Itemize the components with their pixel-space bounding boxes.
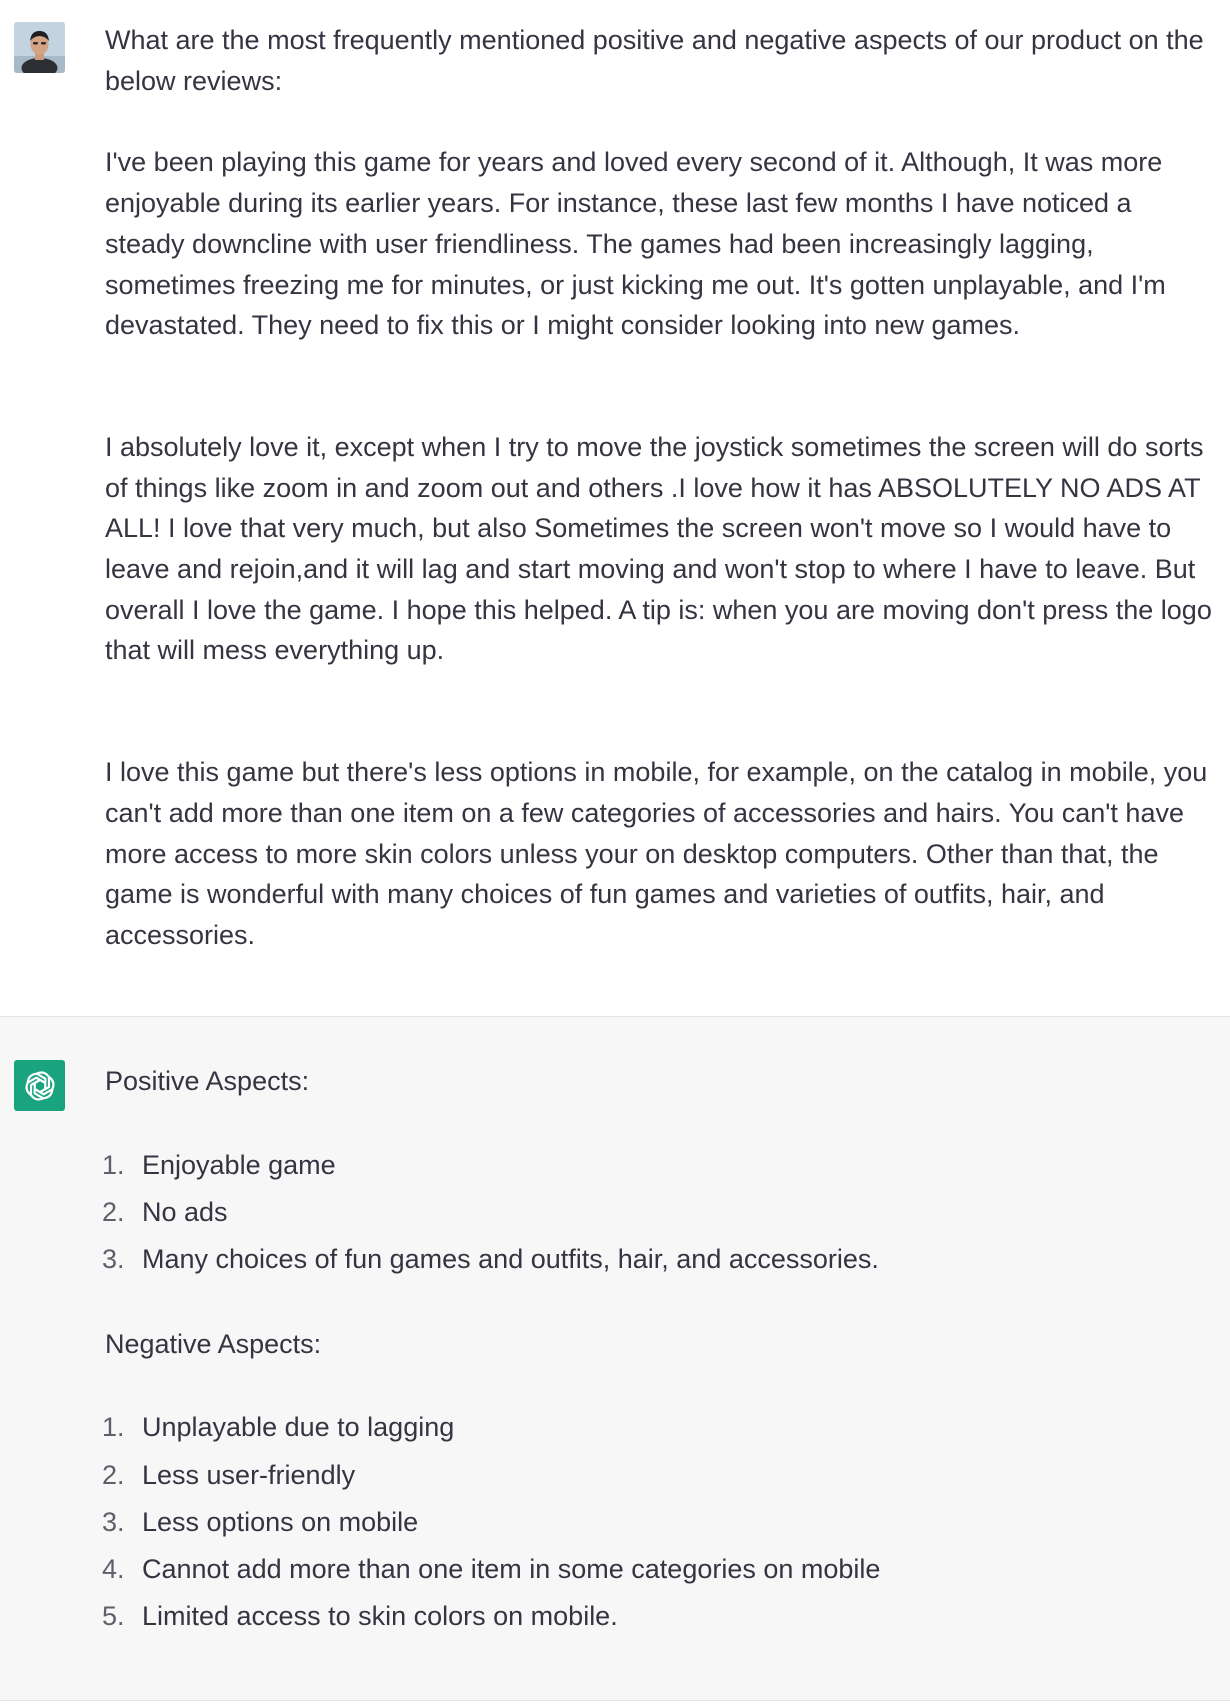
review-3: I love this game but there's less options in mobile, for example, on the catalog in mobile, you can't add more than one item on a few categories of accessories and hairs. You can't have more access to more skin colors unless your on desktop computers. Other than that, the game is wonderful with many choices of fun games and varieties of outfits, hair, and accessories. — [105, 757, 1208, 950]
list-item — [102, 1236, 1215, 1283]
list-item — [102, 1404, 1215, 1451]
user-avatar-image — [14, 22, 65, 73]
negative-list — [102, 1404, 1215, 1640]
list-text: Unplayable due to lagging — [142, 1412, 455, 1443]
list-number: 3. — [102, 1506, 125, 1537]
review-1: I've been playing this game for years and loved every second of it. Although, It was more enjoyable during its earlier years. For instance, these last few months I have noticed a steady downcline with user friendliness. The games had been increasingly lagging, sometimes freezing me for minutes, or just kicking me out. It's gotten unplayable, and I'm devastated. They need to fix this or I might consider looking into new games. — [105, 147, 1166, 341]
list-number: 5. — [102, 1601, 125, 1632]
list-text: Enjoyable game — [142, 1149, 336, 1180]
user-message-content — [105, 20, 1215, 956]
list-text: No ads — [142, 1197, 228, 1227]
list-number: 1. — [102, 1412, 125, 1443]
negative-heading: Negative Aspects: — [105, 1328, 322, 1359]
list-item — [102, 1452, 1215, 1499]
assistant-message-row — [0, 1017, 1230, 1701]
assistant-message-content — [102, 1061, 1215, 1681]
list-item — [102, 1499, 1215, 1546]
list-text: Less user-friendly — [142, 1459, 356, 1490]
list-number: 4. — [102, 1554, 125, 1585]
list-text: Limited access to skin colors on mobile. — [142, 1601, 618, 1632]
list-text: Cannot add more than one item in some categories on mobile — [142, 1554, 881, 1585]
list-item — [102, 1142, 1215, 1189]
assistant-avatar — [14, 1060, 65, 1111]
list-number: 2. — [102, 1197, 125, 1227]
list-number: 3. — [102, 1244, 125, 1275]
positive-list — [102, 1142, 1215, 1284]
user-message-intro: What are the most frequently mentioned positive and negative aspects of our product on the below reviews: — [105, 25, 1204, 96]
positive-heading: Positive Aspects: — [105, 1066, 310, 1096]
list-number: 1. — [102, 1149, 125, 1180]
list-item — [102, 1546, 1215, 1593]
list-text: Less options on mobile — [142, 1506, 419, 1537]
openai-logo-icon — [22, 1068, 58, 1104]
list-item — [102, 1593, 1215, 1640]
user-avatar — [14, 22, 65, 73]
list-text: Many choices of fun games and outfits, hair, and accessories. — [142, 1244, 879, 1275]
list-number: 2. — [102, 1459, 125, 1490]
list-item — [102, 1189, 1215, 1236]
review-2: I absolutely love it, except when I try to move the joystick sometimes the screen will do sorts of things like zoom in and zoom out and others .I love how it has ABSOLUTELY NO ADS AT ALL! I love that very much, but also Sometimes the screen won't move so I would have to leave and rejoin,and it will lag and start moving and won't stop to where I have to leave. But overall I love the game. I hope this helped. A tip is: when you are moving don't press the logo that will mess everything up. — [105, 431, 1212, 666]
